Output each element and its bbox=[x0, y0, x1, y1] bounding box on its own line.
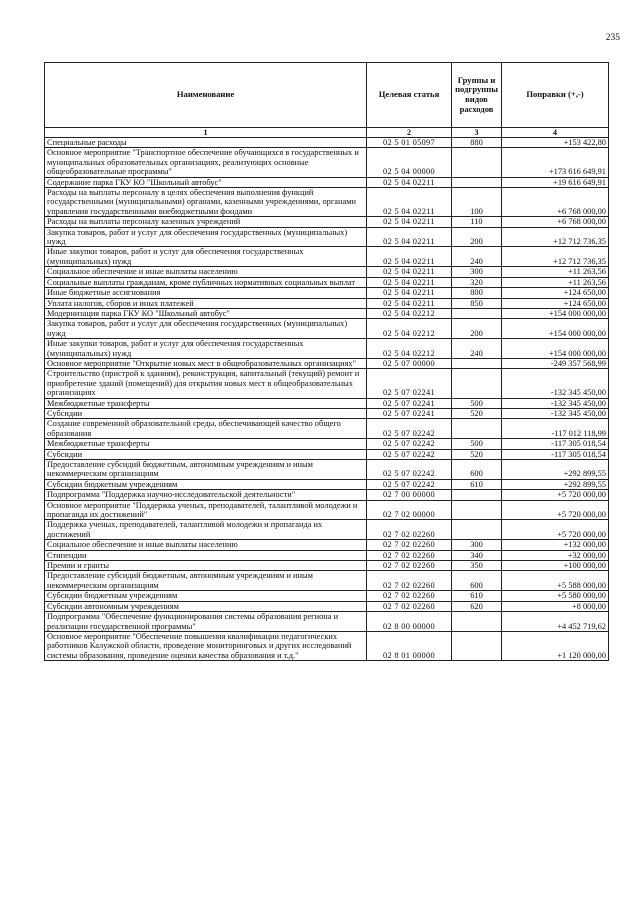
row-amount: +5 720 000,00 bbox=[502, 500, 609, 520]
table-row bbox=[45, 267, 609, 277]
header-name: Наименование bbox=[45, 63, 367, 128]
table-row bbox=[45, 298, 609, 308]
table-row bbox=[45, 490, 609, 500]
row-expense-group: 300 bbox=[452, 540, 502, 550]
row-amount: +154 000 000,00 bbox=[502, 319, 609, 339]
row-name: Основное мероприятие "Поддержка ученых, преподавателей, талантливой молодежи и пропаганда их достижений" bbox=[45, 500, 367, 520]
row-target-code: 02 7 02 02260 bbox=[367, 601, 452, 611]
row-target-code: 02 5 04 02211 bbox=[367, 217, 452, 227]
row-target-code: 02 7 02 02260 bbox=[367, 520, 452, 540]
row-amount: -132 345 450,00 bbox=[502, 369, 609, 398]
row-expense-group bbox=[452, 419, 502, 439]
row-amount: +32 000,00 bbox=[502, 550, 609, 560]
row-name: Создание современной образовательной среды, обеспечивающей качество общего образования bbox=[45, 419, 367, 439]
row-amount: +5 720 000,00 bbox=[502, 520, 609, 540]
row-target-code: 02 5 07 02242 bbox=[367, 449, 452, 459]
row-expense-group: 610 bbox=[452, 591, 502, 601]
column-number: 3 bbox=[452, 128, 502, 138]
row-amount: -117 012 118,99 bbox=[502, 419, 609, 439]
row-expense-group bbox=[452, 308, 502, 318]
row-target-code: 02 5 07 02242 bbox=[367, 479, 452, 489]
row-target-code: 02 5 04 02211 bbox=[367, 277, 452, 287]
row-target-code: 02 7 02 02260 bbox=[367, 561, 452, 571]
row-target-code: 02 5 07 02242 bbox=[367, 439, 452, 449]
table-row bbox=[45, 288, 609, 298]
row-name: Иные закупки товаров, работ и услуг для обеспечения государственных (муниципальных) нужд bbox=[45, 339, 367, 359]
row-amount: +6 768 000,00 bbox=[502, 217, 609, 227]
table-row bbox=[45, 408, 609, 418]
row-amount: +5 588 000,00 bbox=[502, 571, 609, 591]
row-expense-group: 610 bbox=[452, 479, 502, 489]
row-name: Основное мероприятие "Обеспечение повышения квалификации педагогических работников Калужской области, проведение мониторинговых и других исследований системы образования, проведение оценки качества образования и т.д." bbox=[45, 631, 367, 660]
row-name: Иные бюджетные ассигнования bbox=[45, 288, 367, 298]
row-expense-group: 520 bbox=[452, 449, 502, 459]
table-row bbox=[45, 612, 609, 632]
row-target-code: 02 5 07 02241 bbox=[367, 398, 452, 408]
row-amount: +11 263,56 bbox=[502, 277, 609, 287]
header-amount: Поправки (+,-) bbox=[502, 63, 609, 128]
row-target-code: 02 5 01 05097 bbox=[367, 138, 452, 148]
table-body bbox=[45, 138, 609, 661]
row-amount: -132 345 450,00 bbox=[502, 408, 609, 418]
row-target-code: 02 5 04 02211 bbox=[367, 177, 452, 187]
row-target-code: 02 7 02 02260 bbox=[367, 591, 452, 601]
row-amount: +12 712 736,35 bbox=[502, 227, 609, 247]
row-name: Субсидии бюджетным учреждениям bbox=[45, 479, 367, 489]
row-expense-group bbox=[452, 490, 502, 500]
table-row bbox=[45, 500, 609, 520]
page-number: 235 bbox=[605, 33, 620, 43]
row-name: Предоставление субсидий бюджетным, автономным учреждениям и иным некоммерческим организациям bbox=[45, 571, 367, 591]
row-target-code: 02 5 04 02212 bbox=[367, 308, 452, 318]
row-expense-group: 800 bbox=[452, 288, 502, 298]
row-target-code: 02 5 04 02212 bbox=[367, 339, 452, 359]
row-expense-group: 240 bbox=[452, 247, 502, 267]
row-name: Поддержка ученых, преподавателей, талантливой молодежи и пропаганда их достижений bbox=[45, 520, 367, 540]
row-amount: -117 305 018,54 bbox=[502, 449, 609, 459]
row-target-code: 02 7 02 00000 bbox=[367, 500, 452, 520]
table-row bbox=[45, 449, 609, 459]
row-expense-group: 350 bbox=[452, 561, 502, 571]
row-amount: +292 899,55 bbox=[502, 460, 609, 480]
row-name: Основное мероприятие "Транспортное обеспечение обучающихся в государственных и муниципальных образовательных организациях, реализующих основные общеобразовательные программы" bbox=[45, 148, 367, 177]
row-expense-group: 500 bbox=[452, 398, 502, 408]
row-amount: +124 650,00 bbox=[502, 288, 609, 298]
row-name: Подпрограмма "Поддержка научно-исследовательской деятельности" bbox=[45, 490, 367, 500]
row-name: Специальные расходы bbox=[45, 138, 367, 148]
row-target-code: 02 5 04 00000 bbox=[367, 148, 452, 177]
row-target-code: 02 8 01 00000 bbox=[367, 631, 452, 660]
column-number: 1 bbox=[45, 128, 367, 138]
column-number: 4 bbox=[502, 128, 609, 138]
row-expense-group: 600 bbox=[452, 571, 502, 591]
row-amount: +100 000,00 bbox=[502, 561, 609, 571]
row-amount: +12 712 736,35 bbox=[502, 247, 609, 267]
row-amount: +154 000 000,00 bbox=[502, 308, 609, 318]
row-amount: -249 357 568,99 bbox=[502, 358, 609, 368]
row-name: Уплата налогов, сборов и иных платежей bbox=[45, 298, 367, 308]
row-expense-group: 600 bbox=[452, 460, 502, 480]
row-amount: +4 452 719,62 bbox=[502, 612, 609, 632]
row-target-code: 02 7 02 02260 bbox=[367, 571, 452, 591]
row-expense-group: 300 bbox=[452, 267, 502, 277]
table-row bbox=[45, 369, 609, 398]
row-amount: +132 000,00 bbox=[502, 540, 609, 550]
row-target-code: 02 5 04 02211 bbox=[367, 267, 452, 277]
row-target-code: 02 5 07 00000 bbox=[367, 358, 452, 368]
row-amount: +173 616 649,91 bbox=[502, 148, 609, 177]
row-name: Иные закупки товаров, работ и услуг для обеспечения государственных (муниципальных) нужд bbox=[45, 247, 367, 267]
row-target-code: 02 5 04 02211 bbox=[367, 227, 452, 247]
column-numbers-row bbox=[45, 128, 609, 138]
table-row bbox=[45, 308, 609, 318]
row-name: Расходы на выплаты персоналу в целях обеспечения выполнения функций государственными (муниципальными) органами, казенными учреждениями, органами управления государственными внебюджетными фондами bbox=[45, 188, 367, 217]
row-target-code: 02 7 00 00000 bbox=[367, 490, 452, 500]
row-amount: +8 000,00 bbox=[502, 601, 609, 611]
budget-amendments-table bbox=[44, 62, 609, 661]
table-header-row bbox=[45, 63, 609, 128]
table-row bbox=[45, 631, 609, 660]
row-expense-group: 240 bbox=[452, 339, 502, 359]
row-name: Расходы на выплаты персоналу казенных учреждений bbox=[45, 217, 367, 227]
row-target-code: 02 8 00 00000 bbox=[367, 612, 452, 632]
table-row bbox=[45, 277, 609, 287]
row-amount: +6 768 000,00 bbox=[502, 188, 609, 217]
row-expense-group bbox=[452, 148, 502, 177]
table-row bbox=[45, 479, 609, 489]
row-expense-group: 200 bbox=[452, 227, 502, 247]
row-name: Модернизация парка ГКУ КО "Школьный автобус" bbox=[45, 308, 367, 318]
row-amount: +124 650,00 bbox=[502, 298, 609, 308]
table-row bbox=[45, 358, 609, 368]
row-target-code: 02 5 07 02242 bbox=[367, 419, 452, 439]
row-expense-group: 340 bbox=[452, 550, 502, 560]
row-target-code: 02 5 07 02242 bbox=[367, 460, 452, 480]
table-row bbox=[45, 439, 609, 449]
row-name: Межбюджетные трансферты bbox=[45, 439, 367, 449]
row-target-code: 02 5 04 02211 bbox=[367, 247, 452, 267]
row-name: Основное мероприятие "Открытие новых мест в общеобразовательных организациях" bbox=[45, 358, 367, 368]
row-name: Субсидии bbox=[45, 449, 367, 459]
row-target-code: 02 7 02 02260 bbox=[367, 550, 452, 560]
table-row bbox=[45, 419, 609, 439]
row-target-code: 02 5 04 02212 bbox=[367, 319, 452, 339]
row-expense-group: 110 bbox=[452, 217, 502, 227]
table-row bbox=[45, 460, 609, 480]
header-code: Целевая статья bbox=[367, 63, 452, 128]
row-name: Стипендии bbox=[45, 550, 367, 560]
row-target-code: 02 5 07 02241 bbox=[367, 369, 452, 398]
row-amount: +154 000 000,00 bbox=[502, 339, 609, 359]
row-expense-group bbox=[452, 369, 502, 398]
table-row bbox=[45, 550, 609, 560]
row-expense-group bbox=[452, 358, 502, 368]
row-name: Субсидии автономным учреждениям bbox=[45, 601, 367, 611]
row-amount: -132 345 450,00 bbox=[502, 398, 609, 408]
table-row bbox=[45, 188, 609, 217]
row-expense-group: 520 bbox=[452, 408, 502, 418]
row-expense-group: 100 bbox=[452, 188, 502, 217]
header-group: Группы и подгруппы видов расходов bbox=[452, 63, 502, 128]
row-target-code: 02 5 04 02211 bbox=[367, 298, 452, 308]
row-name: Социальное обеспечение и иные выплаты населению bbox=[45, 540, 367, 550]
row-amount: -117 305 018,54 bbox=[502, 439, 609, 449]
row-name: Закупка товаров, работ и услуг для обеспечения государственных (муниципальных) нужд bbox=[45, 227, 367, 247]
row-expense-group bbox=[452, 177, 502, 187]
table-row bbox=[45, 177, 609, 187]
table-row bbox=[45, 540, 609, 550]
table-row bbox=[45, 591, 609, 601]
row-name: Субсидии бюджетным учреждениям bbox=[45, 591, 367, 601]
row-amount: +11 263,56 bbox=[502, 267, 609, 277]
row-name: Социальные выплаты гражданам, кроме публичных нормативных социальных выплат bbox=[45, 277, 367, 287]
row-expense-group: 850 bbox=[452, 298, 502, 308]
table-row bbox=[45, 398, 609, 408]
row-expense-group: 320 bbox=[452, 277, 502, 287]
row-expense-group bbox=[452, 520, 502, 540]
row-expense-group bbox=[452, 631, 502, 660]
table-row bbox=[45, 227, 609, 247]
row-amount: +1 120 000,00 bbox=[502, 631, 609, 660]
row-target-code: 02 5 04 02211 bbox=[367, 288, 452, 298]
table-row bbox=[45, 138, 609, 148]
row-amount: +292 899,55 bbox=[502, 479, 609, 489]
row-amount: +153 422,80 bbox=[502, 138, 609, 148]
row-amount: +5 580 000,00 bbox=[502, 591, 609, 601]
table-row bbox=[45, 520, 609, 540]
table-row bbox=[45, 319, 609, 339]
row-target-code: 02 7 02 02260 bbox=[367, 540, 452, 550]
row-name: Межбюджетные трансферты bbox=[45, 398, 367, 408]
row-name: Строительство (пристрой к зданиям), реконструкция, капитальный (текущий) ремонт и приобретение зданий (помещений) для открытия новых мест в общеобразовательных организациях bbox=[45, 369, 367, 398]
row-expense-group: 500 bbox=[452, 439, 502, 449]
row-expense-group: 620 bbox=[452, 601, 502, 611]
row-amount: +19 616 649,91 bbox=[502, 177, 609, 187]
row-expense-group: 880 bbox=[452, 138, 502, 148]
row-target-code: 02 5 07 02241 bbox=[367, 408, 452, 418]
row-name: Социальное обеспечение и иные выплаты населению bbox=[45, 267, 367, 277]
table-row bbox=[45, 217, 609, 227]
row-expense-group bbox=[452, 612, 502, 632]
row-name: Закупка товаров, работ и услуг для обеспечения государственных (муниципальных) нужд bbox=[45, 319, 367, 339]
row-expense-group: 200 bbox=[452, 319, 502, 339]
row-name: Предоставление субсидий бюджетным, автономным учреждениям и иным некоммерческим организациям bbox=[45, 460, 367, 480]
table-row bbox=[45, 561, 609, 571]
table-row bbox=[45, 601, 609, 611]
row-target-code: 02 5 04 02211 bbox=[367, 188, 452, 217]
row-expense-group bbox=[452, 500, 502, 520]
row-name: Подпрограмма "Обеспечение функционирования системы образования региона и реализации государственной программы" bbox=[45, 612, 367, 632]
row-name: Содержание парка ГКУ КО "Школьный автобус" bbox=[45, 177, 367, 187]
column-number: 2 bbox=[367, 128, 452, 138]
row-name: Субсидии bbox=[45, 408, 367, 418]
table-row bbox=[45, 339, 609, 359]
row-name: Премии и гранты bbox=[45, 561, 367, 571]
row-amount: +5 720 000,00 bbox=[502, 490, 609, 500]
table-row bbox=[45, 148, 609, 177]
table-row bbox=[45, 247, 609, 267]
table-row bbox=[45, 571, 609, 591]
